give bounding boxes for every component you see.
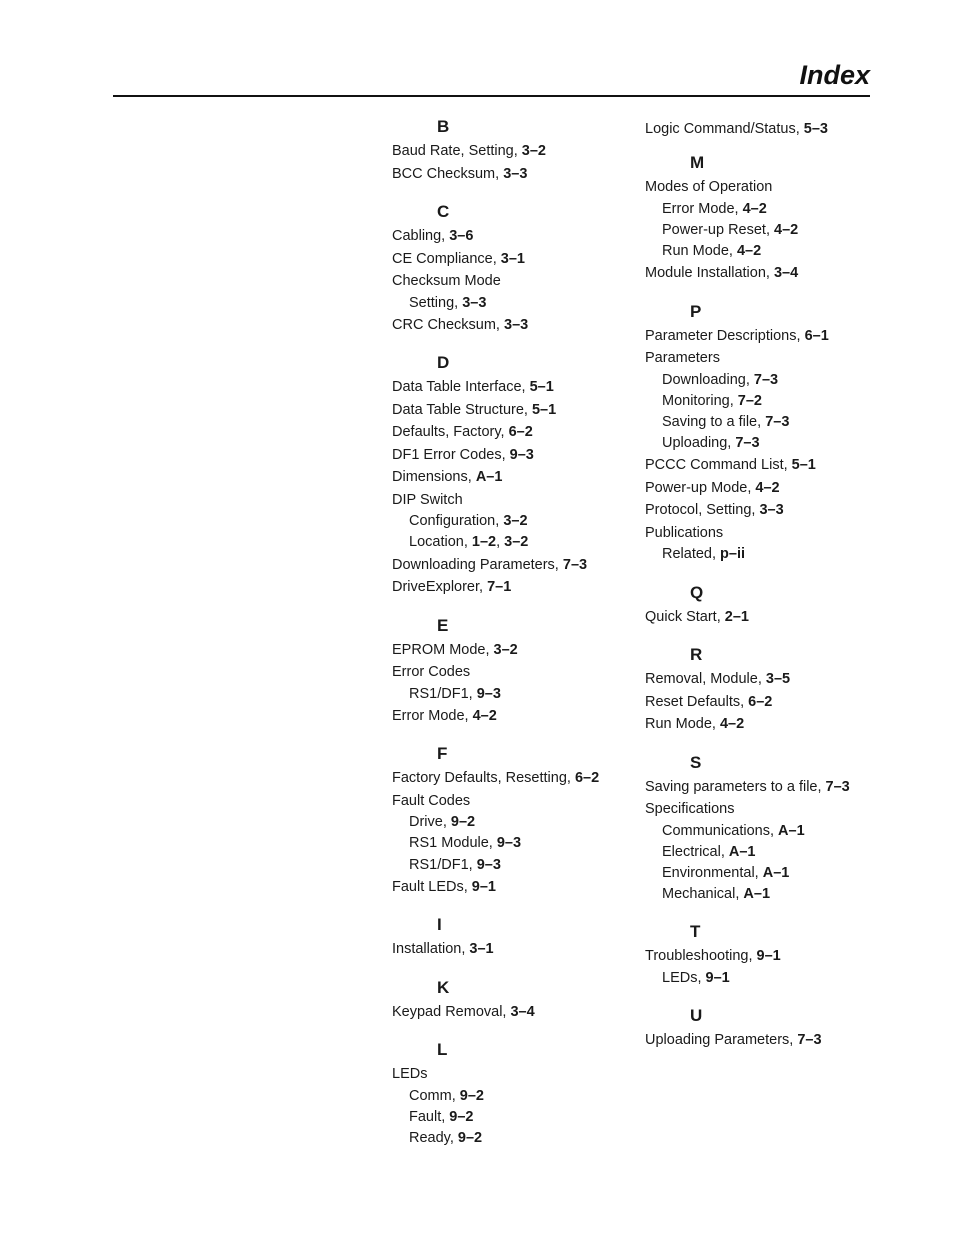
index-entry bbox=[645, 713, 885, 736]
index-page-ref: 3–4 bbox=[773, 265, 799, 282]
index-subentry bbox=[645, 842, 885, 863]
index-page-ref: 9–2 bbox=[457, 1130, 483, 1147]
index-entry bbox=[645, 347, 885, 370]
index-term: BCC Checksum, bbox=[392, 165, 500, 182]
index-page-ref: 9–3 bbox=[509, 446, 534, 463]
index-term: Communications, bbox=[662, 822, 775, 839]
index-entry bbox=[392, 938, 632, 961]
index-entry bbox=[392, 163, 632, 186]
index-subentry bbox=[392, 812, 632, 833]
section-letter: P bbox=[690, 301, 702, 321]
index-subentry bbox=[645, 884, 885, 905]
index-page-ref: 6–2 bbox=[748, 693, 773, 710]
index-page-ref: 4–2 bbox=[472, 707, 497, 724]
index-page-ref: 1–2 bbox=[471, 534, 497, 551]
index-term: Run Mode, bbox=[645, 716, 716, 732]
index-subentry bbox=[645, 391, 885, 412]
index-term: Modes of Operation bbox=[645, 179, 773, 195]
index-page-ref: 6–2 bbox=[508, 424, 533, 441]
index-page-ref: 7–3 bbox=[825, 778, 850, 795]
index-term: Reset Defaults, bbox=[645, 693, 745, 710]
index-term: Defaults, Factory, bbox=[392, 424, 505, 441]
index-term: Comm, bbox=[409, 1087, 456, 1104]
index-page-ref: A–1 bbox=[475, 469, 503, 486]
index-page-ref: 3–3 bbox=[504, 316, 529, 333]
index-page-ref: 7–1 bbox=[487, 579, 512, 596]
index-term: Fault Codes bbox=[392, 792, 471, 809]
section-letter: C bbox=[437, 202, 450, 221]
index-term: Downloading, bbox=[662, 371, 750, 388]
section-letter: R bbox=[690, 645, 703, 664]
index-entry bbox=[645, 1029, 885, 1052]
index-entry bbox=[392, 639, 632, 662]
index-term: DF1 Error Codes, bbox=[392, 446, 506, 463]
index-page-ref: 4–2 bbox=[719, 716, 745, 732]
index-term: PCCC Command List, bbox=[645, 457, 788, 474]
index-entry bbox=[645, 325, 885, 348]
index-page-ref: 3–3 bbox=[759, 502, 784, 519]
index-entry bbox=[645, 176, 885, 199]
index-section-p bbox=[645, 297, 885, 566]
index-page-ref: 3–3 bbox=[462, 294, 487, 311]
index-term: Saving to a file, bbox=[662, 413, 762, 430]
index-term: Configuration, bbox=[409, 513, 500, 530]
index-term: Fault, bbox=[409, 1109, 446, 1125]
index-entry bbox=[645, 776, 885, 799]
index-page-ref: 6–1 bbox=[804, 327, 829, 344]
index-entry bbox=[392, 314, 632, 337]
index-term: Electrical, bbox=[662, 843, 725, 860]
index-subentry bbox=[645, 220, 885, 241]
section-letter: M bbox=[690, 153, 705, 172]
index-page-ref: 3–1 bbox=[500, 250, 525, 267]
index-subentry bbox=[645, 968, 885, 989]
index-term: Logic Command/Status, bbox=[645, 121, 800, 137]
index-page-ref: A–1 bbox=[728, 843, 756, 860]
index-section-i bbox=[392, 910, 632, 961]
index-term: Keypad Removal, bbox=[392, 1003, 507, 1020]
page-ref-separator: , bbox=[496, 534, 505, 551]
index-term: Fault LEDs, bbox=[392, 878, 468, 895]
index-term: RS1 Module, bbox=[409, 835, 493, 852]
index-column-left bbox=[392, 112, 632, 1161]
section-letter: I bbox=[437, 915, 442, 935]
index-term: EPROM Mode, bbox=[392, 641, 490, 658]
index-entry bbox=[645, 477, 885, 500]
index-page-ref: 3–2 bbox=[493, 641, 518, 658]
index-term: Error Codes bbox=[392, 664, 471, 681]
index-entry bbox=[392, 489, 632, 512]
index-page-ref: 3–2 bbox=[521, 143, 546, 159]
index-entry bbox=[645, 454, 885, 477]
index-entry bbox=[645, 262, 885, 285]
index-term: Related, bbox=[662, 546, 717, 563]
index-page-ref: 4–2 bbox=[755, 479, 780, 496]
index-entry bbox=[392, 790, 632, 813]
index-term: Dimensions, bbox=[392, 469, 472, 486]
title-rule bbox=[113, 95, 870, 97]
index-entry bbox=[645, 522, 885, 545]
section-letter: D bbox=[437, 353, 450, 373]
index-term: Ready, bbox=[409, 1130, 454, 1147]
index-page-ref: 7–2 bbox=[737, 392, 762, 409]
index-page-ref: 9–2 bbox=[449, 1109, 474, 1125]
index-subentry bbox=[392, 1107, 632, 1128]
index-term: Module Installation, bbox=[645, 265, 770, 282]
index-subentry bbox=[392, 1128, 632, 1149]
index-entry bbox=[645, 691, 885, 714]
index-section-f bbox=[392, 739, 632, 898]
index-term: LEDs bbox=[392, 1066, 428, 1083]
index-term: Installation, bbox=[392, 941, 466, 958]
index-page-ref: 6–2 bbox=[574, 770, 600, 787]
index-page-ref: 9–1 bbox=[756, 948, 781, 965]
section-letter: E bbox=[437, 615, 449, 635]
index-page-ref: 4–2 bbox=[736, 242, 762, 259]
index-entry bbox=[645, 606, 885, 629]
index-entry bbox=[392, 1063, 632, 1086]
index-page-ref: 3–2 bbox=[504, 534, 529, 551]
index-page-ref: 5–1 bbox=[791, 457, 816, 474]
index-page-ref: 3–5 bbox=[765, 671, 791, 687]
index-column-right bbox=[645, 112, 885, 1063]
index-entry bbox=[392, 225, 632, 248]
index-term: Monitoring, bbox=[662, 392, 734, 409]
index-term: RS1/DF1, bbox=[409, 856, 473, 873]
index-term: Uploading, bbox=[662, 435, 732, 452]
index-entry bbox=[392, 248, 632, 271]
index-subentry bbox=[645, 433, 885, 454]
section-letter: U bbox=[690, 1005, 703, 1025]
index-page-ref: 7–3 bbox=[753, 371, 779, 388]
index-entry bbox=[392, 140, 632, 163]
index-page-ref: 3–6 bbox=[449, 228, 474, 244]
index-page-ref: 9–1 bbox=[471, 878, 496, 895]
index-term: Drive, bbox=[409, 814, 447, 831]
index-term: Error Mode, bbox=[662, 200, 739, 217]
index-term: CRC Checksum, bbox=[392, 316, 500, 333]
index-term: CE Compliance, bbox=[392, 250, 497, 267]
index-subentry bbox=[392, 511, 632, 532]
index-page-ref: A–1 bbox=[743, 886, 771, 903]
index-section-k bbox=[392, 973, 632, 1024]
index-section-s bbox=[645, 748, 885, 906]
index-page-ref: 7–3 bbox=[797, 1031, 822, 1048]
index-entry bbox=[392, 421, 632, 444]
index-page-ref: 4–2 bbox=[742, 200, 767, 217]
index-subentry bbox=[392, 532, 632, 553]
index-term: Quick Start, bbox=[645, 608, 721, 625]
index-term: Troubleshooting, bbox=[645, 948, 753, 965]
index-subentry bbox=[392, 833, 632, 854]
index-term: Baud Rate, Setting, bbox=[392, 143, 518, 159]
index-page-ref: 4–2 bbox=[774, 221, 799, 238]
index-subentry bbox=[392, 855, 632, 876]
index-entry bbox=[392, 466, 632, 489]
index-subentry bbox=[645, 412, 885, 433]
index-subentry bbox=[392, 684, 632, 705]
index-page-ref: 7–3 bbox=[765, 413, 790, 430]
section-letter: F bbox=[437, 744, 448, 764]
index-term: RS1/DF1, bbox=[409, 685, 473, 702]
section-letter: Q bbox=[690, 582, 704, 602]
index-term: Run Mode, bbox=[662, 242, 733, 259]
index-term: Mechanical, bbox=[662, 886, 740, 903]
index-term: Cabling, bbox=[392, 228, 446, 244]
index-term: Specifications bbox=[645, 801, 735, 817]
index-page-ref: 5–1 bbox=[531, 401, 557, 418]
index-page-ref: 9–3 bbox=[496, 835, 522, 852]
index-page-ref: 9–1 bbox=[705, 969, 730, 986]
index-term: Parameter Descriptions, bbox=[645, 327, 801, 344]
index-subentry bbox=[645, 863, 885, 884]
index-term: DriveExplorer, bbox=[392, 579, 484, 596]
index-page-ref: 9–2 bbox=[450, 814, 476, 831]
index-term: Parameters bbox=[645, 350, 720, 367]
index-entry bbox=[645, 499, 885, 522]
index-subentry bbox=[645, 544, 885, 565]
index-term: Publications bbox=[645, 524, 724, 541]
index-page-ref: 3–2 bbox=[503, 513, 528, 530]
index-entry bbox=[392, 661, 632, 684]
index-entry bbox=[392, 767, 632, 790]
index-term: Location, bbox=[409, 534, 468, 551]
index-page-ref: 9–3 bbox=[476, 856, 501, 873]
index-page-ref: 7–3 bbox=[735, 435, 760, 452]
index-term: Error Mode, bbox=[392, 707, 469, 724]
index-section-d bbox=[392, 348, 632, 598]
index-page-ref: p–ii bbox=[720, 546, 746, 563]
index-entry bbox=[392, 444, 632, 467]
index-section-t bbox=[645, 917, 885, 989]
index-term: Downloading Parameters, bbox=[392, 556, 559, 573]
index-term: Power-up Mode, bbox=[645, 479, 752, 496]
index-subentry bbox=[392, 293, 632, 314]
index-term: Power-up Reset, bbox=[662, 221, 770, 238]
index-entry bbox=[392, 376, 632, 399]
index-subentry bbox=[645, 370, 885, 391]
section-letter: K bbox=[437, 977, 450, 997]
index-page-ref: 5–1 bbox=[529, 379, 554, 396]
index-section-c bbox=[392, 197, 632, 336]
index-term: Protocol, Setting, bbox=[645, 502, 756, 519]
index-entry bbox=[645, 668, 885, 691]
page-title: Index bbox=[799, 60, 870, 90]
index-section-m bbox=[645, 148, 885, 285]
index-entry bbox=[392, 554, 632, 577]
index-term: Data Table Interface, bbox=[392, 379, 526, 396]
index-entry bbox=[392, 270, 632, 293]
index-page-ref: 9–2 bbox=[459, 1087, 484, 1104]
index-term: LEDs, bbox=[662, 969, 702, 986]
index-page-ref: 3–1 bbox=[469, 941, 494, 958]
index-entry bbox=[392, 705, 632, 728]
index-entry bbox=[645, 798, 885, 821]
index-entry bbox=[392, 576, 632, 599]
index-section-u bbox=[645, 1001, 885, 1052]
index-entry bbox=[392, 876, 632, 899]
index-page-ref: A–1 bbox=[778, 822, 805, 839]
section-letter: B bbox=[437, 117, 450, 136]
index-page-ref: 5–3 bbox=[803, 121, 828, 137]
index-term: Environmental, bbox=[662, 864, 759, 881]
index-page-ref: 3–4 bbox=[510, 1003, 535, 1020]
index-page-ref: 9–3 bbox=[476, 685, 501, 702]
index-page-ref: A–1 bbox=[762, 864, 790, 881]
section-letter: T bbox=[690, 922, 701, 942]
index-section-r bbox=[645, 640, 885, 736]
index-term: Factory Defaults, Resetting, bbox=[392, 770, 571, 787]
index-term: Data Table Structure, bbox=[392, 401, 528, 418]
index-section-q bbox=[645, 578, 885, 629]
index-subentry bbox=[392, 1086, 632, 1107]
section-letter: S bbox=[690, 752, 702, 772]
index-term: DIP Switch bbox=[392, 491, 463, 508]
index-subentry bbox=[645, 241, 885, 262]
index-page-ref: 3–3 bbox=[503, 165, 528, 182]
index-term: Removal, Module, bbox=[645, 671, 762, 687]
index-entry bbox=[645, 945, 885, 968]
index-subentry bbox=[645, 821, 885, 842]
index-entry bbox=[392, 1001, 632, 1024]
index-term: Checksum Mode bbox=[392, 273, 501, 289]
section-letter: L bbox=[437, 1040, 448, 1060]
index-page-ref: 7–3 bbox=[562, 556, 588, 573]
index-section-e bbox=[392, 611, 632, 728]
index-term: Setting, bbox=[409, 294, 459, 311]
index-term: Uploading Parameters, bbox=[645, 1031, 794, 1048]
index-subentry bbox=[645, 199, 885, 220]
index-entry bbox=[392, 399, 632, 422]
index-section-l bbox=[392, 1035, 632, 1149]
index-term: Saving parameters to a file, bbox=[645, 778, 822, 795]
index-page-ref: 2–1 bbox=[724, 608, 749, 625]
index-entry bbox=[645, 118, 885, 140]
index-section-b bbox=[392, 112, 632, 185]
